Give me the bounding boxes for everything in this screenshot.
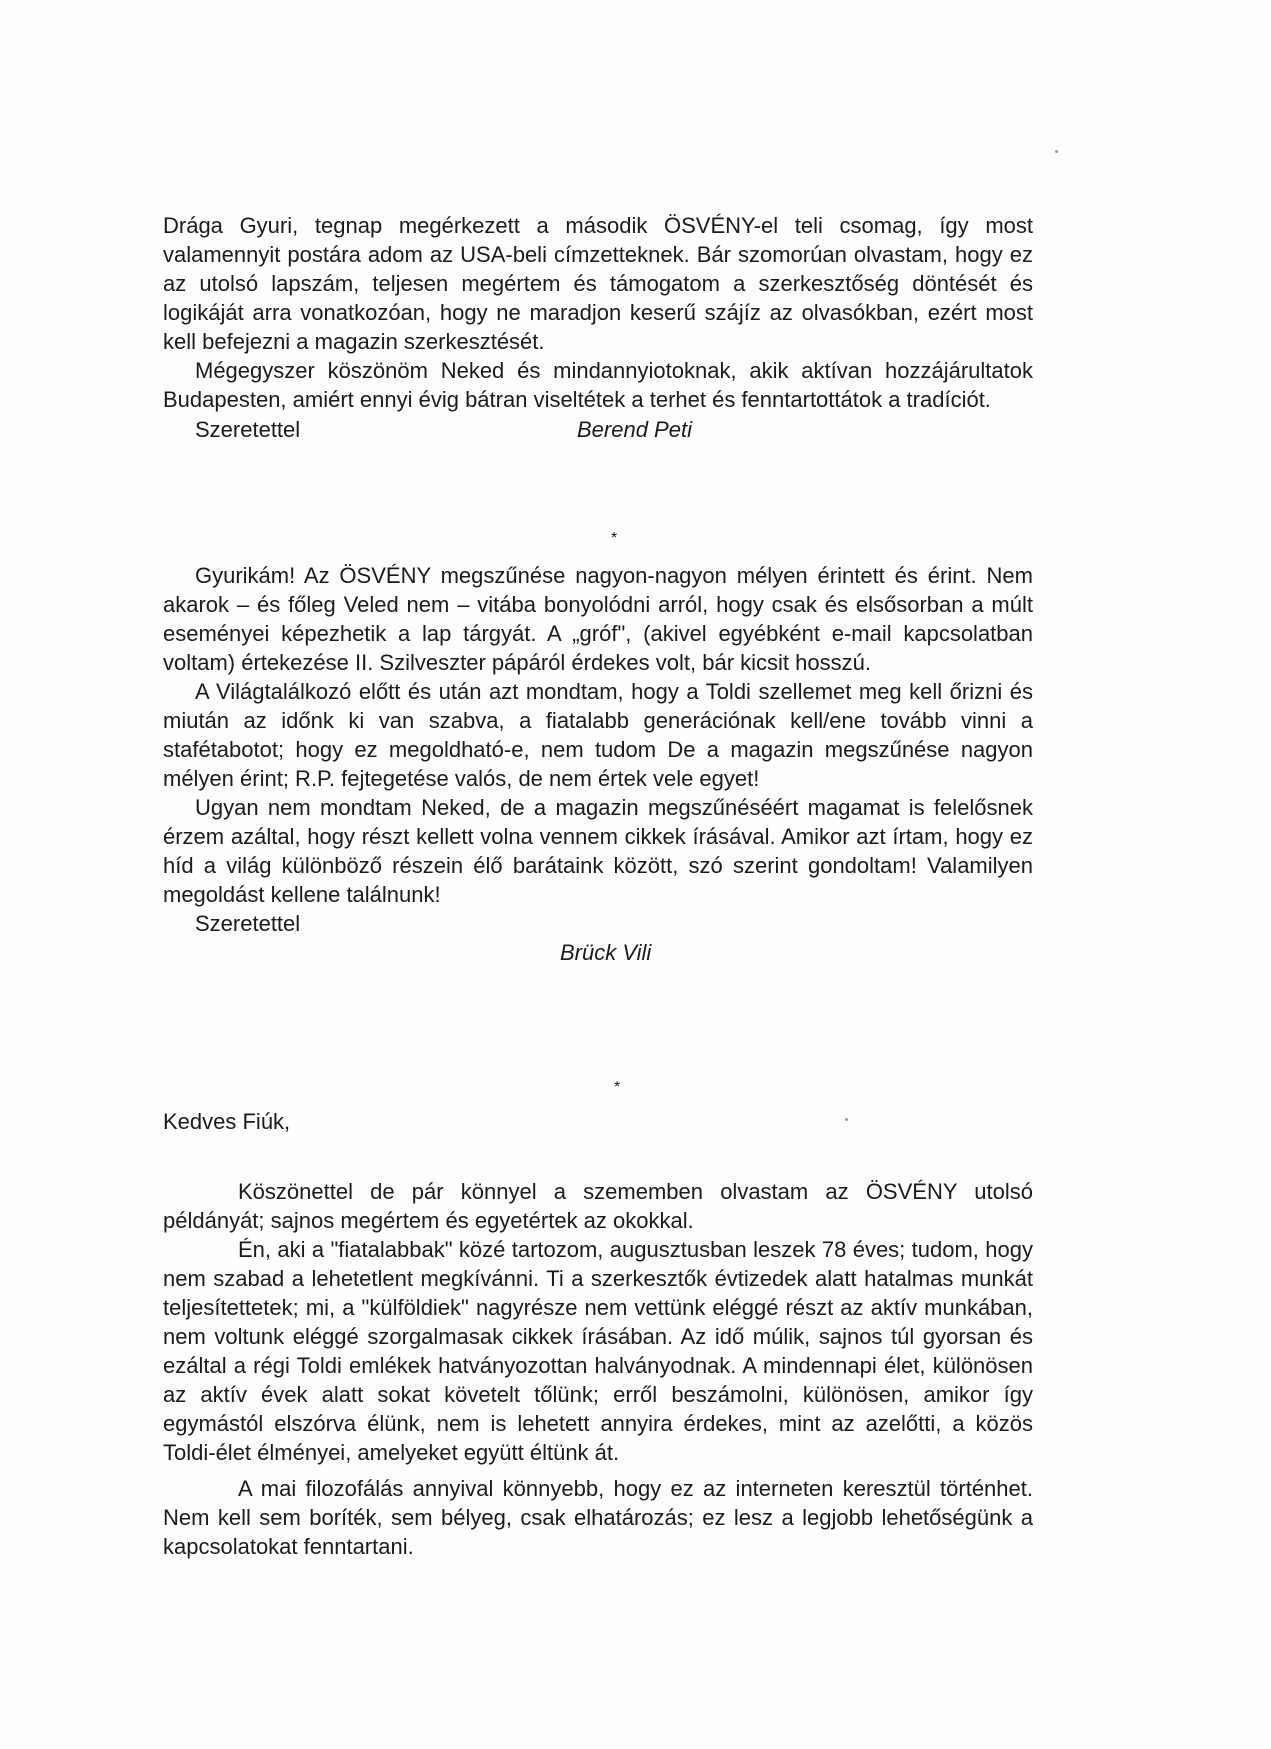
letter-bruck [163, 561, 1033, 967]
scan-speck [1055, 150, 1058, 153]
letter-paragraph: Ugyan nem mondtam Neked, de a magazin megszűnéséért magamat is felelősnek érzem azáltal, hogy részt kellett volna vennem cikkek írásával. Amikor azt írtam, hogy ez híd a világ különböző részein élő barátaink között, szó szerint gondoltam! Valamilyen megoldást kellene találnunk! [163, 795, 1033, 907]
signature: Berend Peti [577, 417, 692, 442]
letter-paragraph: A Világtalálkozó előtt és után azt mondtam, hogy a Toldi szellemet meg kell őrizni és miután az időnk ki van szabva, a fiatalabb generációnak kell/ene tovább vinni a stafétabotot; hogy ez megoldható-e, nem tudom De a magazin megszűnése nagyon mélyen érint; R.P. fejtegetése valós, de nem értek vele egyet! [163, 679, 1033, 791]
section-separator: * [611, 530, 618, 547]
letter-paragraph: A mai filozofálás annyival könnyebb, hogy ez az interneten keresztül történhet. Nem kell sem boríték, sem bélyeg, csak elhatározás; ez lesz a legjobb lehetőségünk a kapcsolatokat fenntartani. [163, 1476, 1033, 1559]
letter-paragraph: Drága Gyuri, tegnap megérkezett a második ÖSVÉNY-el teli csomag, így most valamennyit postára adom az USA-beli címzetteknek. Bár szomorúan olvastam, hogy ez az utolsó lapszám, teljesen megértem és támogatom a szerkesztőség döntését és logikáját arra vonatkozóan, hogy ne maradjon keserű szájíz az olvasókban, ezért most kell befejezni a magazin szerkesztését. [163, 213, 1033, 354]
letter-paragraph: Mégegyszer köszönöm Neked és mindannyiotoknak, akik aktívan hozzájárultatok Budapesten, amiért ennyi évig bátran viseltétek a terhet és fenntartottátok a tradíciót. [163, 358, 1033, 412]
signature: Brück Vili [560, 940, 652, 965]
section-separator: * [614, 1079, 621, 1096]
letter-kedves-fiuk [163, 1107, 1033, 1561]
closing-row [163, 415, 1033, 444]
letter-paragraph: Köszönettel de pár könnyel a szememben olvastam az ÖSVÉNY utolsó példányát; sajnos megértem és egyetértek az okokkal. [163, 1179, 1033, 1233]
salutation: Kedves Fiúk, [163, 1109, 291, 1134]
letter-berend [163, 211, 1033, 444]
letter-paragraph: Én, aki a "fiatalabbak" közé tartozom, augusztusban leszek 78 éves; tudom, hogy nem szabad a lehetetlent megkívánni. Ti a szerkesztők évtizedek alatt hatalmas munkát teljesítettetek; mi, a "külföldiek" nagyrésze nem vettünk eléggé részt az aktív munkában, nem voltunk eléggé szorgalmasak cikkek írásában. Az idő múlik, sajnos túl gyorsan és ezáltal a régi Toldi emlékek hatványozottan halványodnak. A mindennapi élet, különösen az aktív évek alatt sokat követelt tőlünk; erről beszámolni, különösen, amikor így egymástól elszórva élünk, nem is lehetett annyira érdekes, mint az azelőtti, a közös Toldi-élet élményei, amelyeket együtt éltünk át. [163, 1237, 1033, 1465]
letter-paragraph: Gyurikám! Az ÖSVÉNY megszűnése nagyon-nagyon mélyen érintett és érint. Nem akarok – és főleg Veled nem – vitába bonyolódni arról, hogy csak és elsősorban a múlt eseményei képezhetik a lap tárgyát. A „gróf", (akivel egyébként e-mail kapcsolatban voltam) értekezése II. Szilveszter pápáról érdekes volt, bár kicsit hosszú. [163, 563, 1033, 675]
closing-text: Szeretettel [195, 417, 301, 442]
closing-text: Szeretettel [195, 911, 301, 936]
